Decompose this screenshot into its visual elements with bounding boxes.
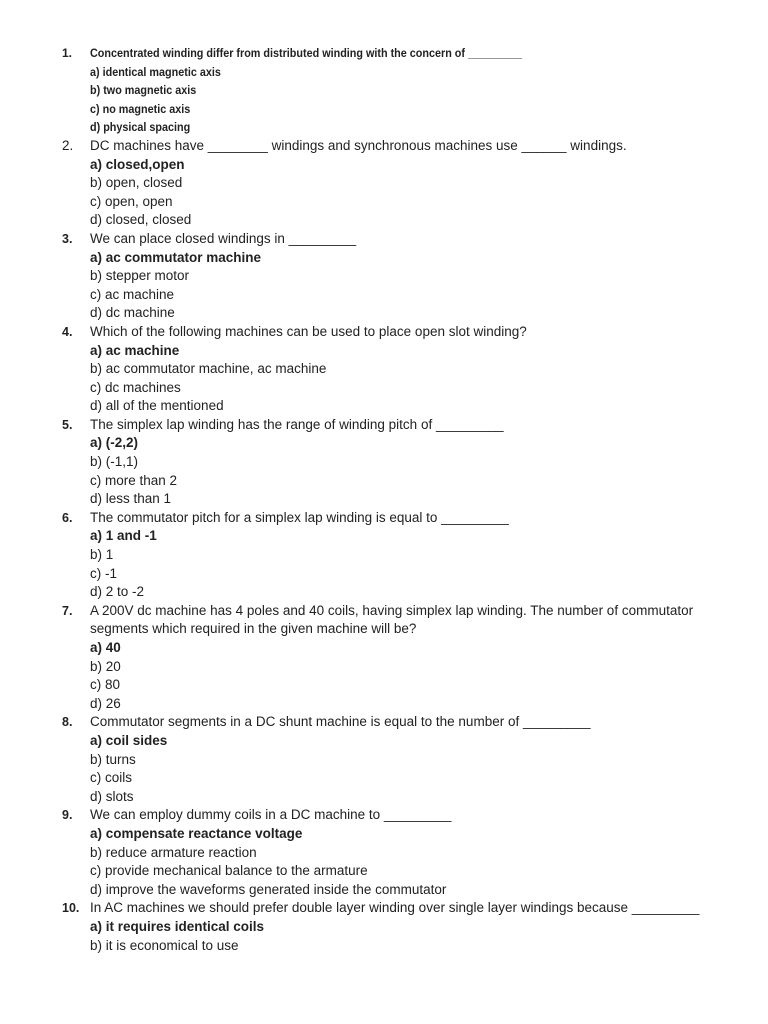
question-3: [0, 230, 768, 323]
answer-option: c) dc machines: [90, 379, 181, 395]
question-number: 1.: [62, 46, 73, 60]
question-number: 6.: [62, 510, 73, 525]
answer-option: c) ac machine: [90, 286, 175, 302]
question-5: [0, 416, 768, 509]
question-number: 7.: [62, 603, 73, 618]
question-number: 8.: [62, 715, 73, 730]
answer-option: b) it is economical to use: [90, 937, 239, 953]
answer-option: c) provide mechanical balance to the armature: [90, 863, 368, 879]
question-stem: Commutator segments in a DC shunt machine is equal to the number of _________: [90, 714, 591, 730]
answer-option-correct: a) coil sides: [90, 732, 168, 748]
answer-option: d) closed, closed: [90, 212, 192, 228]
question-stem: A 200V dc machine has 4 poles and 40 coils, having simplex lap winding. The number of commutator segments which required in the given machine will be?: [90, 602, 694, 637]
question-number: 4.: [62, 324, 73, 339]
question-stem: We can employ dummy coils in a DC machine to _________: [90, 807, 452, 823]
answer-option: b) (-1,1): [90, 454, 139, 470]
answer-option: b) reduce armature reaction: [90, 844, 257, 860]
question-6: [0, 509, 768, 602]
answer-option-correct: a) it requires identical coils: [90, 918, 265, 934]
answer-option: b) ac commutator machine, ac machine: [90, 361, 327, 377]
answer-option: b) stepper motor: [90, 268, 190, 284]
answer-option: c) -1: [90, 565, 117, 581]
answer-option: d) all of the mentioned: [90, 398, 224, 414]
question-stem: Concentrated winding differ from distributed winding with the concern of _________: [90, 46, 523, 60]
answer-option: d) physical spacing: [90, 120, 191, 135]
answer-option-correct: a) compensate reactance voltage: [90, 825, 303, 841]
question-number: 2.: [62, 137, 74, 153]
answer-option: c) open, open: [90, 193, 173, 209]
question-8: [0, 713, 768, 806]
answer-option: c) more than 2: [90, 472, 178, 488]
question-10: [0, 899, 768, 955]
question-1: [0, 44, 768, 137]
question-2: [0, 137, 768, 230]
question-stem: Which of the following machines can be used to place open slot winding?: [90, 323, 527, 339]
answer-option: d) dc machine: [90, 305, 175, 321]
answer-option: b) open, closed: [90, 175, 183, 191]
question-9: [0, 806, 768, 899]
answer-option: d) 2 to -2: [90, 584, 145, 600]
answer-option: d) slots: [90, 788, 134, 804]
answer-option: d) improve the waveforms generated inside the commutator: [90, 881, 447, 897]
question-list: [0, 44, 768, 955]
question-number: 3.: [62, 231, 73, 246]
question-stem: In AC machines we should prefer double layer winding over single layer windings because _________: [90, 900, 700, 916]
answer-option-correct: a) 1 and -1: [90, 528, 157, 544]
answer-option: c) coils: [90, 770, 133, 786]
answer-option-correct: a) (-2,2): [90, 435, 139, 451]
answer-option-correct: a) ac commutator machine: [90, 249, 262, 265]
question-stem: DC machines have ________ windings and synchronous machines use ______ windings.: [90, 137, 627, 153]
question-number: 9.: [62, 808, 73, 823]
answer-option: b) 20: [90, 658, 121, 674]
question-stem: The simplex lap winding has the range of winding pitch of _________: [90, 416, 504, 432]
question-7: [0, 602, 768, 714]
answer-option-correct: a) identical magnetic axis: [90, 64, 221, 79]
answer-option: d) 26: [90, 695, 121, 711]
answer-option: c) 80: [90, 677, 121, 693]
answer-option-correct: a) 40: [90, 640, 121, 655]
question-stem: We can place closed windings in _________: [90, 230, 357, 246]
answer-option: c) no magnetic axis: [90, 101, 191, 116]
answer-option: b) turns: [90, 751, 136, 767]
question-4: [0, 323, 768, 416]
question-number: 5.: [62, 417, 73, 432]
answer-option: d) less than 1: [90, 491, 172, 507]
answer-option-correct: a) ac machine: [90, 342, 180, 358]
answer-option: b) 1: [90, 547, 114, 563]
answer-option-correct: a) closed,open: [90, 156, 185, 172]
question-number: 10.: [62, 901, 80, 916]
answer-option: b) two magnetic axis: [90, 83, 197, 98]
question-stem: The commutator pitch for a simplex lap winding is equal to _________: [90, 509, 509, 525]
